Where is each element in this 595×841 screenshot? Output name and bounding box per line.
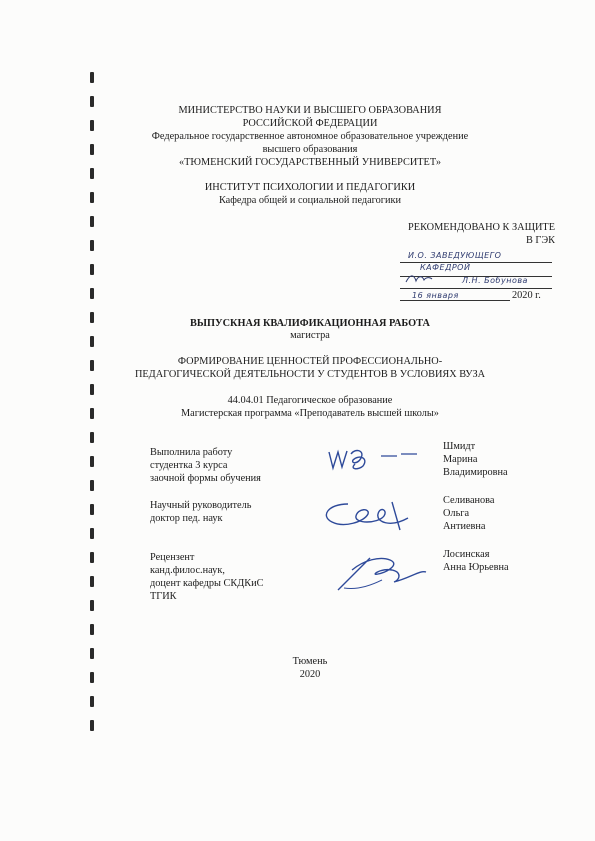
city: Тюмень bbox=[292, 656, 328, 667]
handwritten-role: И.О. ЗАВЕДУЮЩЕГО bbox=[408, 251, 502, 260]
department-name: Кафедра общей и социальной педагогики bbox=[218, 195, 402, 206]
approval-line-2: В ГЭК bbox=[525, 235, 555, 246]
work-title-line-2: ПЕДАГОГИЧЕСКОЙ ДЕЯТЕЛЬНОСТИ У СТУДЕНТОВ В УСЛОВИЯХ ВУЗА bbox=[134, 369, 486, 380]
approval-year: 2020 г. bbox=[512, 290, 541, 301]
handwritten-role-2: КАФЕДРОЙ bbox=[420, 263, 471, 272]
reviewer-signature bbox=[330, 550, 430, 600]
student-role-line-2: студентка 3 курса bbox=[150, 460, 228, 471]
year: 2020 bbox=[299, 669, 321, 680]
ministry-line-2: РОССИЙСКОЙ ФЕДЕРАЦИИ bbox=[242, 118, 378, 129]
student-signature bbox=[325, 440, 420, 475]
ministry-line-1: МИНИСТЕРСТВО НАУКИ И ВЫСШЕГО ОБРАЗОВАНИЯ bbox=[178, 105, 442, 116]
reviewer-role-line-2: канд.филос.наук, bbox=[150, 565, 225, 576]
work-program: Магистерская программа «Преподаватель высшей школы» bbox=[181, 408, 439, 419]
reviewer-name-line-1: Лосинская bbox=[443, 549, 490, 560]
institution-line-1: Федеральное государственное автономное образовательное учреждение bbox=[151, 131, 469, 142]
handwritten-date: 16 января bbox=[412, 291, 459, 300]
institute-name: ИНСТИТУТ ПСИХОЛОГИИ И ПЕДАГОГИКИ bbox=[204, 182, 416, 193]
reviewer-role-line-1: Рецензент bbox=[150, 552, 195, 563]
handwritten-name: Л.Н. Бобунова bbox=[462, 276, 528, 285]
reviewer-role-line-3: доцент кафедры СКДКиС bbox=[150, 578, 264, 589]
supervisor-name-line-2: Ольга bbox=[443, 508, 470, 519]
supervisor-role-line-1: Научный руководитель bbox=[150, 500, 252, 511]
work-code: 44.04.01 Педагогическое образование bbox=[227, 395, 393, 406]
work-title-line-1: ФОРМИРОВАНИЕ ЦЕННОСТЕЙ ПРОФЕССИОНАЛЬНО- bbox=[177, 356, 443, 367]
student-name-line-2: Марина bbox=[443, 454, 478, 465]
approval-signature bbox=[404, 272, 434, 286]
student-role-line-3: заочной формы обучения bbox=[150, 473, 261, 484]
binding-holes bbox=[0, 0, 110, 841]
work-type: ВЫПУСКНАЯ КВАЛИФИКАЦИОННАЯ РАБОТА bbox=[190, 318, 430, 329]
work-degree: магистра bbox=[290, 330, 330, 341]
reviewer-role-line-4: ТГИК bbox=[150, 591, 177, 602]
student-name-line-3: Владимировна bbox=[443, 467, 508, 478]
supervisor-name-line-1: Селиванова bbox=[443, 495, 495, 506]
institution-line-2: высшего образования bbox=[262, 144, 358, 155]
approval-line-1: РЕКОМЕНДОВАНО К ЗАЩИТЕ bbox=[408, 222, 555, 233]
supervisor-name-line-3: Антиевна bbox=[443, 521, 486, 532]
supervisor-signature bbox=[318, 494, 428, 534]
supervisor-role-line-2: доктор пед. наук bbox=[150, 513, 223, 524]
university-name: «ТЮМЕНСКИЙ ГОСУДАРСТВЕННЫЙ УНИВЕРСИТЕТ» bbox=[178, 157, 442, 168]
student-name-line-1: Шмидт bbox=[443, 441, 476, 452]
student-role-line-1: Выполнила работу bbox=[150, 447, 233, 458]
reviewer-name-line-2: Анна Юрьевна bbox=[443, 562, 509, 573]
